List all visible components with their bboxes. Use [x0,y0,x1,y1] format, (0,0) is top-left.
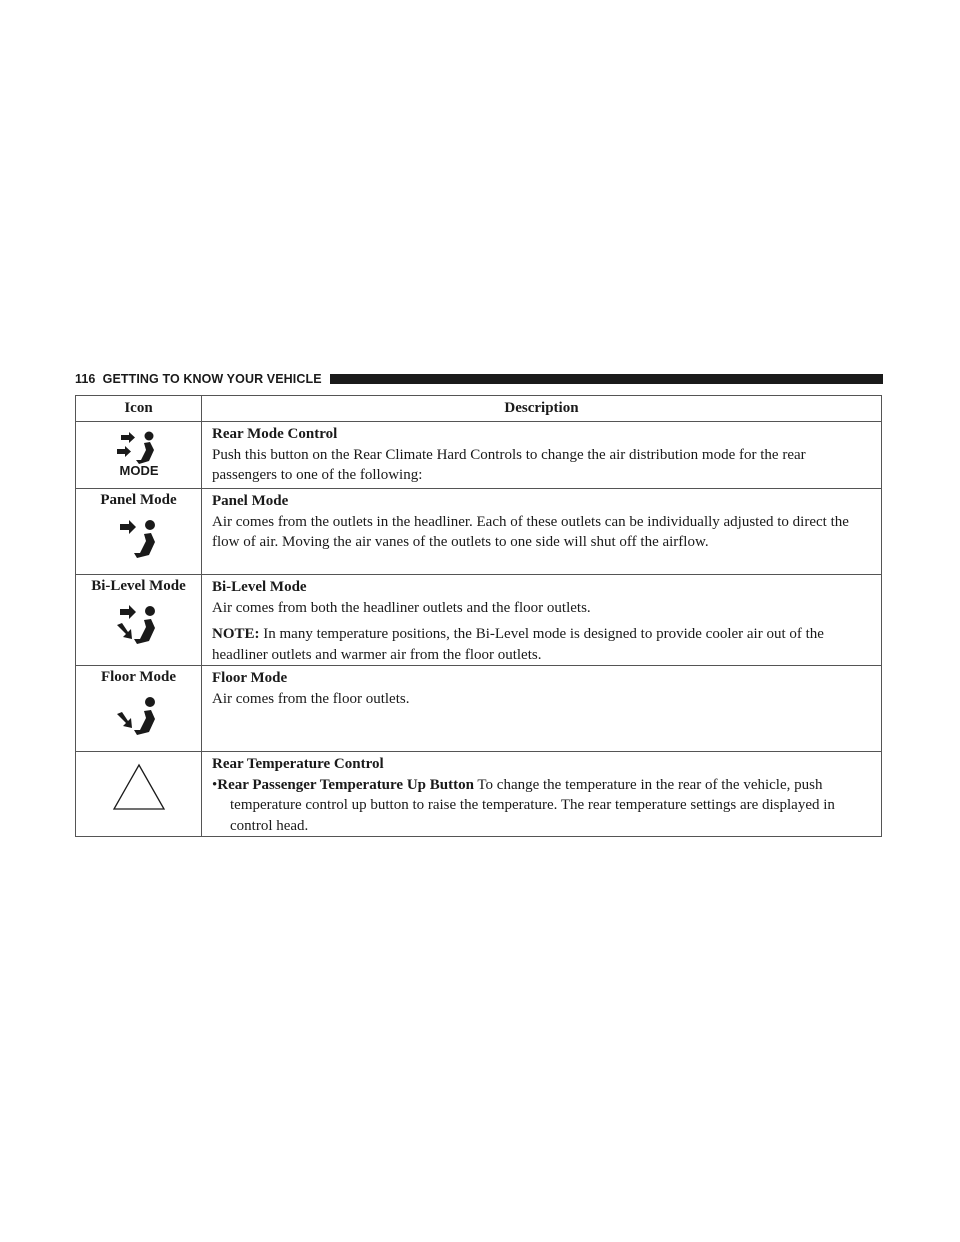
row-text: Air comes from the floor outlets. [212,690,410,707]
description-cell [202,422,882,489]
bullet-item [212,775,871,837]
icon-label: Panel Mode [100,492,177,508]
row-title: Panel Mode [212,493,289,509]
icon-cell [76,666,202,752]
page-number: 116 [75,372,96,386]
table-row [76,489,882,575]
description-cell [202,575,882,666]
row-title: Rear Temperature Control [212,756,384,772]
table-row [76,752,882,837]
row-title: Bi-Level Mode [212,579,307,595]
bullet-glyph: • [212,776,218,793]
row-title: Floor Mode [212,670,288,686]
table-header-row [76,396,882,422]
row-text: Push this button on the Rear Climate Hard Controls to change the air distribution mode for the rear passengers to one of the following: [212,446,806,483]
note-label: NOTE: [212,626,260,642]
floor-mode-icon [114,694,164,736]
header-text [75,372,330,386]
rear-mode-icon [114,428,164,478]
note-text: In many temperature positions, the Bi-Level mode is designed to provide cooler air out of the headliner outlets and warmer air from the floor outlets. [212,626,824,663]
icon-cell [76,489,202,575]
row-text: Air comes from both the headliner outlets and the floor outlets. [212,599,591,616]
triangle-up-icon [111,762,167,812]
icon-label: Floor Mode [100,669,177,685]
header-rule [330,374,883,384]
bullet-text: To change the temperature in the rear of the vehicle, push temperature control up button to raise the temperature. The rear temperature settings are displayed in control head. [230,776,835,834]
row-text: Air comes from the outlets in the headliner. Each of these outlets can be individually adjusted to direct the flow of air. Moving the air vanes of the outlets to one side will shut off the airflow. [212,513,849,550]
icon-cell [76,575,202,666]
mode-icon-text: MODE [119,463,158,478]
table-row [76,422,882,489]
table-row [76,666,882,752]
icon-label: Bi-Level Mode [91,578,186,594]
column-header-description: Description [202,396,882,422]
row-title: Rear Mode Control [212,426,338,442]
section-title: GETTING TO KNOW YOUR VEHICLE [102,372,322,386]
column-header-icon: Icon [76,396,202,422]
icon-cell [76,752,202,837]
icon-cell [76,422,202,489]
panel-mode-icon [114,517,164,559]
note-paragraph [212,624,871,665]
description-cell [202,752,882,837]
description-cell [202,489,882,575]
table-row [76,575,882,666]
page-header [75,370,883,388]
bullet-title: Rear Passenger Temperature Up Button [217,776,474,793]
climate-controls-table [75,395,882,837]
description-cell [202,666,882,752]
bi-level-mode-icon [114,603,164,645]
